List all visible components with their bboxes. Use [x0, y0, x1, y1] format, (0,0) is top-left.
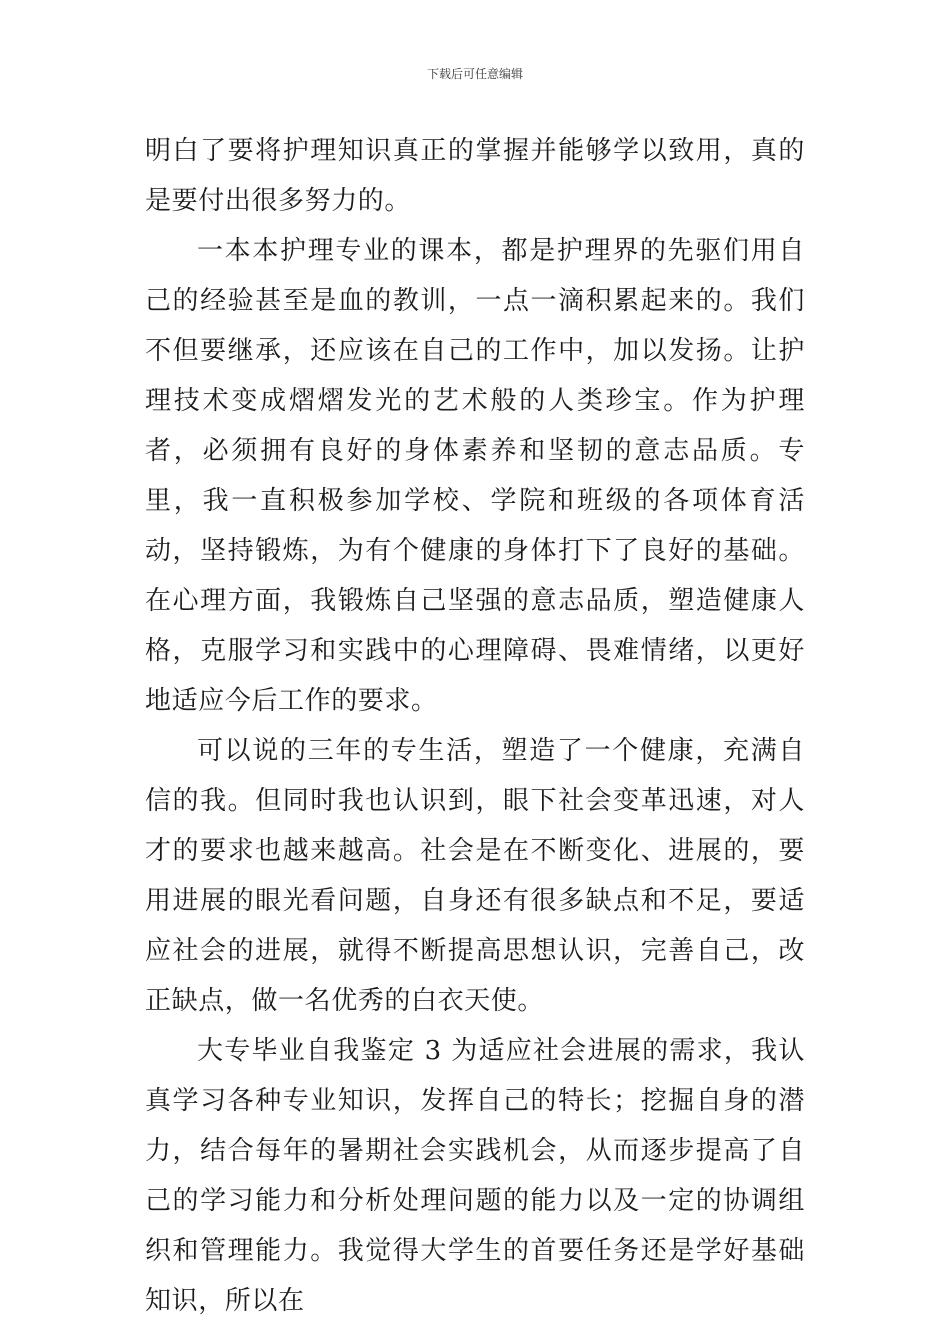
- body-text: [145, 126, 805, 1326]
- paragraph-1: 明白了要将护理知识真正的掌握并能够学以致用，真的是要付出很多努力的。: [145, 136, 805, 216]
- paragraph-4: 大专毕业自我鉴定 3 为适应社会进展的需求，我认真学习各种专业知识，发挥自己的特长；挖掘自身的潜力，结合每年的暑期社会实践机会，从而逐步提高了自己的学习能力和分析处理问题的能力以及一定的协调组织和管理能力。我觉得大学生的首要任务还是学好基础知识，所以在: [145, 1036, 805, 1316]
- header-note: 下载后可任意编辑: [426, 67, 523, 81]
- paragraph-3: 可以说的三年的专生活，塑造了一个健康，充满自信的我。但同时我也认识到，眼下社会变革迅速，对人才的要求也越来越高。社会是在不断变化、进展的，要用进展的眼光看问题，自身还有很多缺点和不足，要适应社会的进展，就得不断提高思想认识，完善自己，改正缺点，做一名优秀的白衣天使。: [145, 736, 805, 1016]
- paragraph-2: 一本本护理专业的课本，都是护理界的先驱们用自己的经验甚至是血的教训，一点一滴积累起来的。我们不但要继承，还应该在自己的工作中，加以发扬。让护理技术变成熠熠发光的艺术般的人类珍宝。作为护理者，必须拥有良好的身体素养和坚韧的意志品质。专里，我一直积极参加学校、学院和班级的各项体育活动，坚持锻炼，为有个健康的身体打下了良好的基础。在心理方面，我锻炼自己坚强的意志品质，塑造健康人格，克服学习和实践中的心理障碍、畏难情绪，以更好地适应今后工作的要求。: [145, 236, 805, 716]
